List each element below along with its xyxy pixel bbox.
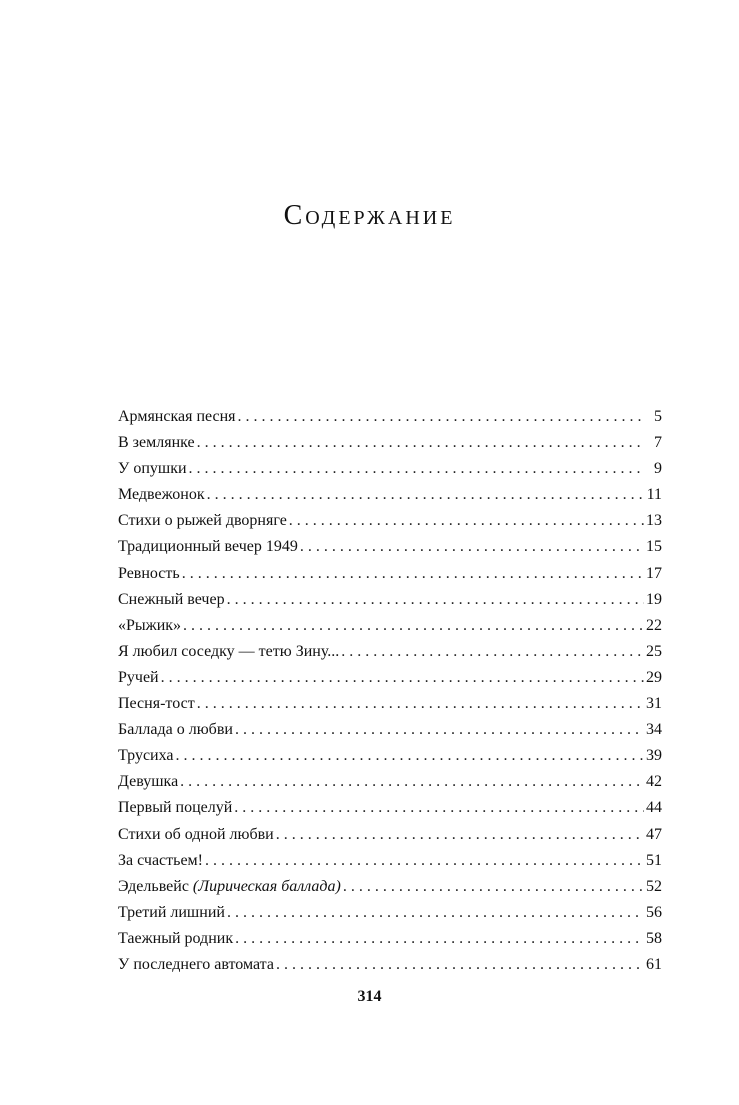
toc-entry-title-text: За счастьем! (118, 851, 203, 869)
dot-leader (205, 848, 644, 874)
toc-entry-title-text: Я любил соседку — тетю Зину... (118, 642, 340, 660)
toc-entry-page: 31 (646, 695, 662, 713)
toc-entry-page: 15 (646, 538, 662, 556)
toc-entry-title-text: Армянская песня (118, 408, 236, 425)
toc-entry (118, 665, 662, 691)
toc-entry-page: 56 (646, 903, 662, 921)
toc-entry-title (118, 926, 233, 952)
toc-entry-title (118, 795, 232, 821)
dot-leader (189, 456, 644, 482)
toc-entry-title (118, 613, 181, 639)
toc-entry-page: 52 (646, 877, 662, 895)
toc-entry-title (118, 717, 233, 743)
toc-entry-title (118, 508, 287, 534)
dot-leader (227, 900, 644, 926)
toc-entry-page: 19 (646, 590, 662, 608)
toc-entry-title-text: Традиционный вечер 1949 (118, 538, 298, 556)
dot-leader (197, 691, 644, 717)
dot-leader (276, 822, 644, 848)
dot-leader (343, 874, 644, 900)
toc-entry-title-text: Девушка (118, 773, 179, 791)
toc-entry-title-text: Первый поцелуй (118, 799, 233, 817)
toc-entry-title-text: Снежный вечер (118, 590, 225, 608)
toc-entry-subtitle: (Лирическая баллада) (192, 877, 341, 895)
toc-entry-title-text: Стихи об одной любви (118, 825, 274, 843)
toc-entry-title (118, 482, 205, 508)
toc-entry-title (118, 404, 236, 430)
toc-entry-title-text: Баллада о любви (118, 721, 233, 739)
toc-entry-title (118, 848, 203, 874)
dot-leader (289, 508, 644, 534)
toc-entry-title (118, 691, 195, 717)
toc-entry-title-text: Третий лишний (118, 903, 225, 921)
toc-entry-page: 5 (654, 408, 662, 425)
toc-entry (118, 743, 662, 769)
toc-entry-title (118, 430, 195, 456)
dot-leader (183, 613, 644, 639)
toc-entry-title-text: В землянке (118, 434, 195, 452)
page-title: Содержание (283, 200, 456, 231)
dot-leader (276, 952, 644, 978)
dot-leader (227, 587, 644, 613)
toc-entry (118, 613, 662, 639)
dot-leader (197, 430, 644, 456)
toc-entry (118, 717, 662, 743)
toc-entry-title (118, 587, 225, 613)
toc-entry (118, 456, 662, 482)
toc-entry-title (118, 900, 225, 926)
toc-entry-page: 17 (646, 564, 662, 582)
toc-entry (118, 874, 662, 900)
toc-entry-title (118, 743, 174, 769)
toc-entry (118, 769, 662, 795)
dot-leader (300, 534, 644, 560)
toc-entry-title (118, 561, 180, 587)
toc-entry-title (118, 456, 187, 482)
toc-entry-page: 39 (646, 747, 662, 765)
dot-leader (182, 561, 644, 587)
dot-leader (341, 639, 644, 665)
toc-entry-title-text: Эдельвейс (118, 877, 189, 895)
toc-entry (118, 561, 662, 587)
toc-entry-page: 11 (646, 486, 662, 504)
toc-entry-title-text: Таежный родник (118, 929, 234, 947)
toc-entry (118, 404, 662, 430)
toc-entry-title-text: У опушки (118, 460, 187, 478)
dot-leader (235, 717, 644, 743)
toc-entry-page: 58 (646, 929, 662, 947)
toc-entry (118, 900, 662, 926)
toc-entry-title (118, 952, 274, 978)
toc-entry-title (118, 874, 341, 900)
toc-entry-title (118, 769, 178, 795)
dot-leader (234, 795, 644, 821)
dot-leader (238, 404, 644, 430)
toc-entry-title-text: У последнего автомата (118, 955, 274, 973)
toc-entry-page: 51 (646, 851, 662, 869)
toc-entry (118, 482, 662, 508)
toc-entry-page: 25 (646, 642, 662, 660)
toc-entry-page: 13 (646, 512, 662, 530)
toc-entry-page: 29 (646, 668, 662, 686)
toc-entry (118, 430, 662, 456)
page-number: 314 (357, 988, 382, 1005)
toc-entry-title-text: Трусиха (118, 747, 174, 765)
toc-entry (118, 952, 662, 978)
toc-entry (118, 534, 662, 560)
dot-leader (176, 743, 644, 769)
toc-entry-page: 44 (646, 799, 662, 817)
toc-entry (118, 508, 662, 534)
toc-entry (118, 822, 662, 848)
dot-leader (180, 769, 644, 795)
toc-entry (118, 587, 662, 613)
toc-entry-title (118, 639, 339, 665)
toc-entry (118, 691, 662, 717)
toc-entry-page: 34 (646, 721, 662, 739)
toc-entry-page: 42 (646, 773, 662, 791)
toc-entry-page: 22 (646, 616, 662, 634)
toc-entry-title-text: Медвежонок (118, 486, 205, 504)
toc-entry-title-text: Песня-тост (118, 695, 195, 713)
toc-entry-title-text: Стихи о рыжей дворняге (118, 512, 287, 530)
dot-leader (207, 482, 644, 508)
dot-leader (235, 926, 644, 952)
table-of-contents (118, 404, 662, 978)
toc-entry-page: 9 (654, 460, 662, 478)
dot-leader (161, 665, 644, 691)
toc-entry (118, 639, 662, 665)
toc-entry-page: 7 (654, 434, 662, 452)
toc-entry (118, 848, 662, 874)
toc-entry (118, 795, 662, 821)
toc-entry-title-text: Ручей (118, 668, 159, 686)
toc-entry-title (118, 665, 159, 691)
toc-entry-title-text: «Рыжик» (118, 616, 182, 634)
toc-entry-title (118, 534, 298, 560)
toc-entry-title (118, 822, 274, 848)
toc-entry-title-text: Ревность (118, 564, 180, 582)
toc-entry (118, 926, 662, 952)
toc-entry-page: 61 (646, 955, 662, 973)
toc-entry-page: 47 (646, 825, 662, 843)
